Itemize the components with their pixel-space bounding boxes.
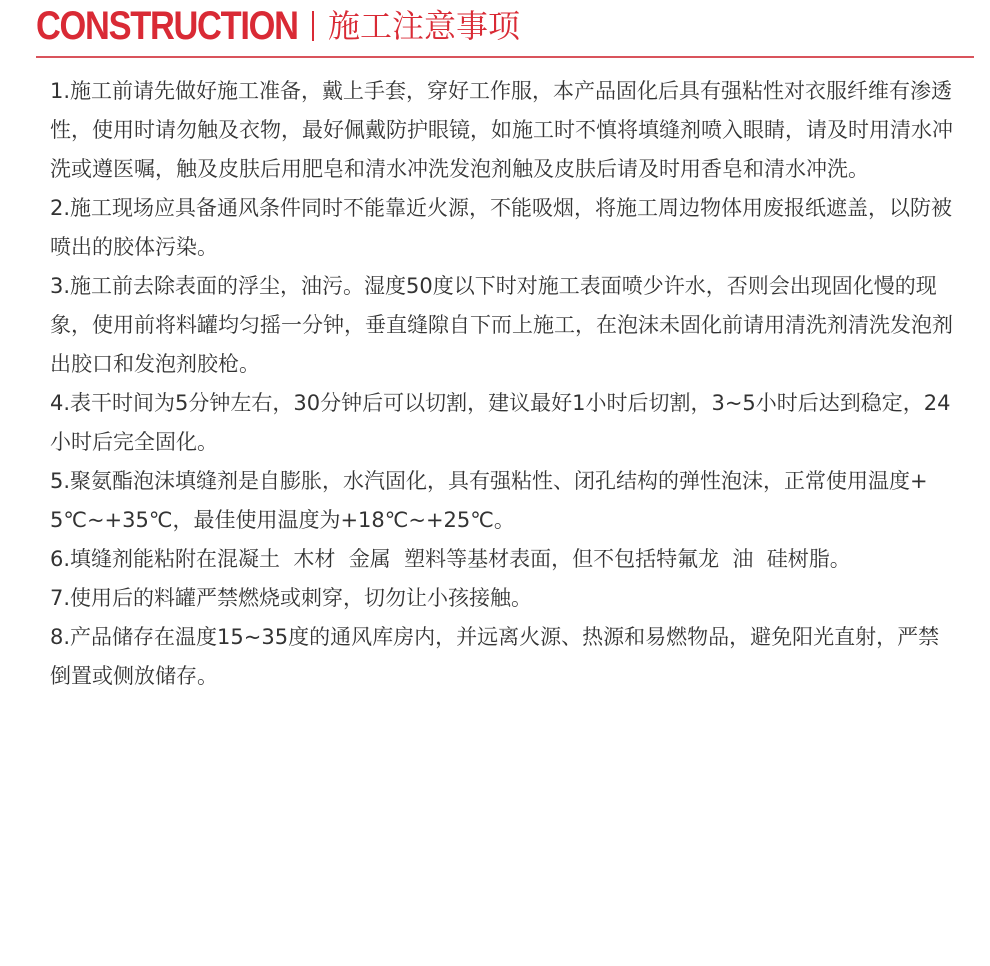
- section-title-english: CONSTRUCTION: [36, 4, 298, 48]
- instruction-item-7: 7.使用后的料罐严禁燃烧或刺穿，切勿让小孩接触。: [50, 586, 533, 610]
- instruction-item-5: 5.聚氨酯泡沫填缝剂是自膨胀，水汽固化，具有强粘性、闭孔结构的弹性泡沫，正常使用温度+5℃~+35℃，最佳使用温度为+18℃~+25℃。: [50, 469, 928, 532]
- instruction-item-2: 2.施工现场应具备通风条件同时不能靠近火源，不能吸烟，将施工周边物体用废报纸遮盖，以防被喷出的胶体污染。: [50, 196, 953, 259]
- instruction-item-1: 1.施工前请先做好施工准备，戴上手套，穿好工作服，本产品固化后具有强粘性对衣服纤维有渗透性，使用时请勿触及衣物，最好佩戴防护眼镜，如施工时不慎将填缝剂喷入眼睛，请及时用清水冲洗或遵医嘱，触及皮肤后用肥皂和清水冲洗发泡剂触及皮肤后请及时用香皂和清水冲洗。: [50, 79, 953, 181]
- section-header: [36, 0, 520, 52]
- instruction-item-3: 3.施工前去除表面的浮尘，油污。湿度50度以下时对施工表面喷少许水，否则会出现固化慢的现象，使用前将料罐均匀摇一分钟，垂直缝隙自下而上施工，在泡沫未固化前请用清洗剂清洗发泡剂出胶口和发泡剂胶枪。: [50, 274, 953, 376]
- header-divider: [36, 56, 974, 58]
- title-separator: [312, 11, 314, 41]
- instruction-item-4: 4.表干时间为5分钟左右，30分钟后可以切割，建议最好1小时后切割，3~5小时后达到稳定，24小时后完全固化。: [50, 391, 951, 454]
- instructions-list: [50, 72, 960, 696]
- instruction-item-8: 8.产品储存在温度15~35度的通风库房内，并远离火源、热源和易燃物品，避免阳光直射，严禁倒置或侧放储存。: [50, 625, 940, 688]
- section-title-chinese: 施工注意事项: [328, 7, 521, 45]
- instruction-item-6: 6.填缝剂能粘附在混凝土 木材 金属 塑料等基材表面，但不包括特氟龙 油 硅树脂。: [50, 547, 851, 571]
